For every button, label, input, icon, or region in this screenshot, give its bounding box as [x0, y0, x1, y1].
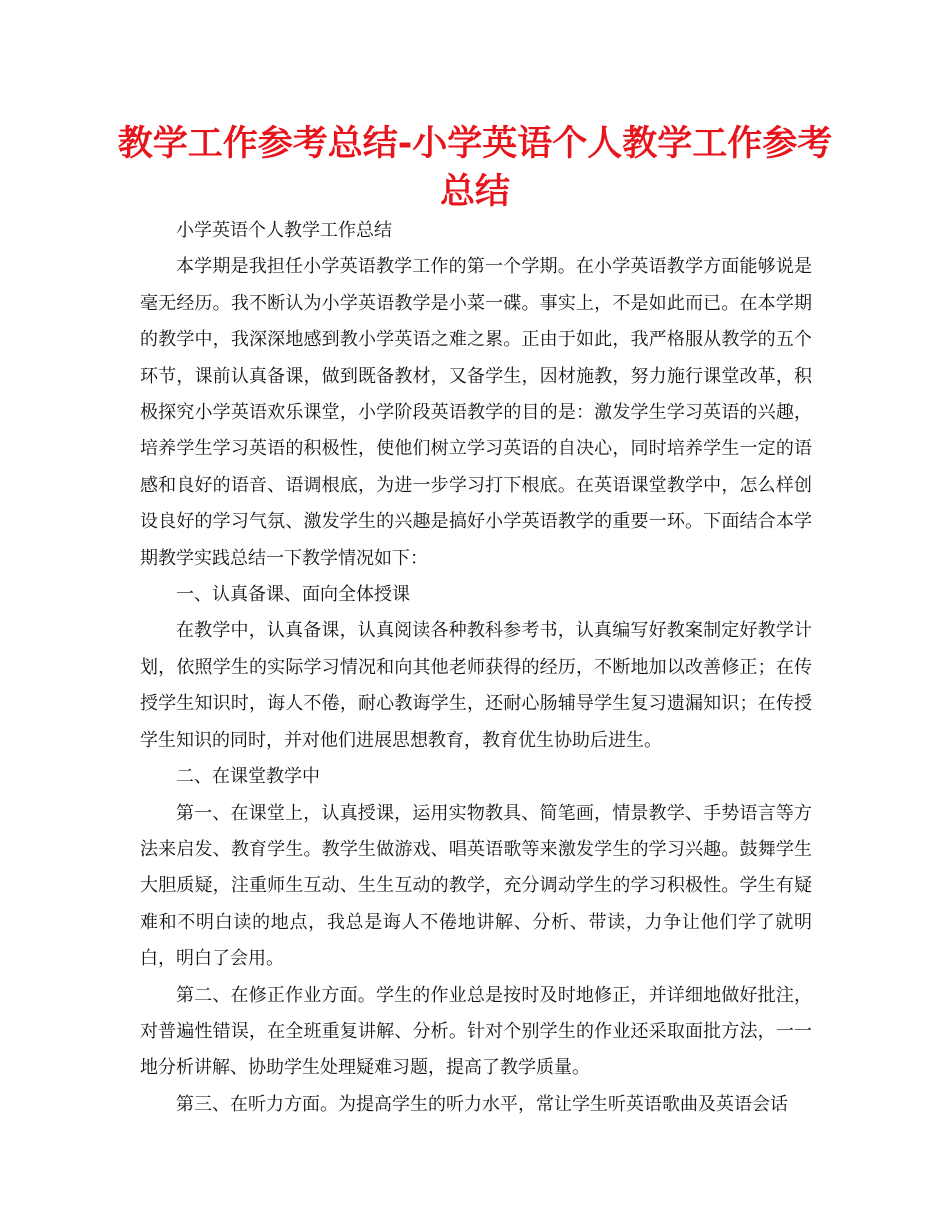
document-body	[140, 213, 812, 1123]
body-paragraph: 第三、在听力方面。为提高学生的听力水平，常让学生听英语歌曲及英语会话	[176, 1093, 788, 1115]
section-heading: 一、认真备课、面向全体授课	[176, 584, 410, 606]
document-title: 教学工作参考总结-小学英语个人教学工作参考总结	[117, 124, 833, 212]
subtitle-paragraph: 小学英语个人教学工作总结	[176, 220, 392, 241]
body-paragraph: 在教学中，认真备课，认真阅读各种教科参考书，认真编写好教案制定好教学计划，依照学生的实际学习情况和向其他老师获得的经历，不断地加以改善修正；在传授学生知识时，诲人不倦，耐心教诲学生，还耐心肠辅导学生复习遗漏知识；在传授学生知识的同时，并对他们进展思想教育，教育优生协助后进生。	[140, 620, 812, 751]
intro-paragraph: 本学期是我担任小学英语教学工作的第一个学期。在小学英语教学方面能够说是毫无经历。我不断认为小学英语教学是小菜一碟。事实上，不是如此而已。在本学期的教学中，我深深地感到教小学英语之难之累。正由于如此，我严格服从教学的五个环节，课前认真备课，做到既备教材，又备学生，因材施教，努力施行课堂改革，积极探究小学英语欢乐课堂，小学阶段英语教学的目的是：激发学生学习英语的兴趣，培养学生学习英语的积极性，使他们树立学习英语的自决心，同时培养学生一定的语感和良好的语音、语调根底，为进一步学习打下根底。在英语课堂教学中，怎么样创设良好的学习气氛、激发学生的兴趣是搞好小学英语教学的重要一环。下面结合本学期教学实践总结一下教学情况如下：	[140, 256, 812, 569]
section-heading: 二、在课堂教学中	[176, 766, 320, 788]
body-paragraph: 第一、在课堂上，认真授课，运用实物教具、简笔画，情景教学、手势语言等方法来启发、教育学生。教学生做游戏、唱英语歌等来激发学生的学习兴趣。鼓舞学生大胆质疑，注重师生互动、生生互动的教学，充分调动学生的学习积极性。学生有疑难和不明白读的地点，我总是诲人不倦地讲解、分析、带读，力争让他们学了就明白，明白了会用。	[140, 802, 812, 970]
body-paragraph: 第二、在修正作业方面。学生的作业总是按时及时地修正，并详细地做好批注，对普遍性错误，在全班重复讲解、分析。针对个别学生的作业还采取面批方法，一一地分析讲解、协助学生处理疑难习题，提高了教学质量。	[140, 984, 812, 1079]
